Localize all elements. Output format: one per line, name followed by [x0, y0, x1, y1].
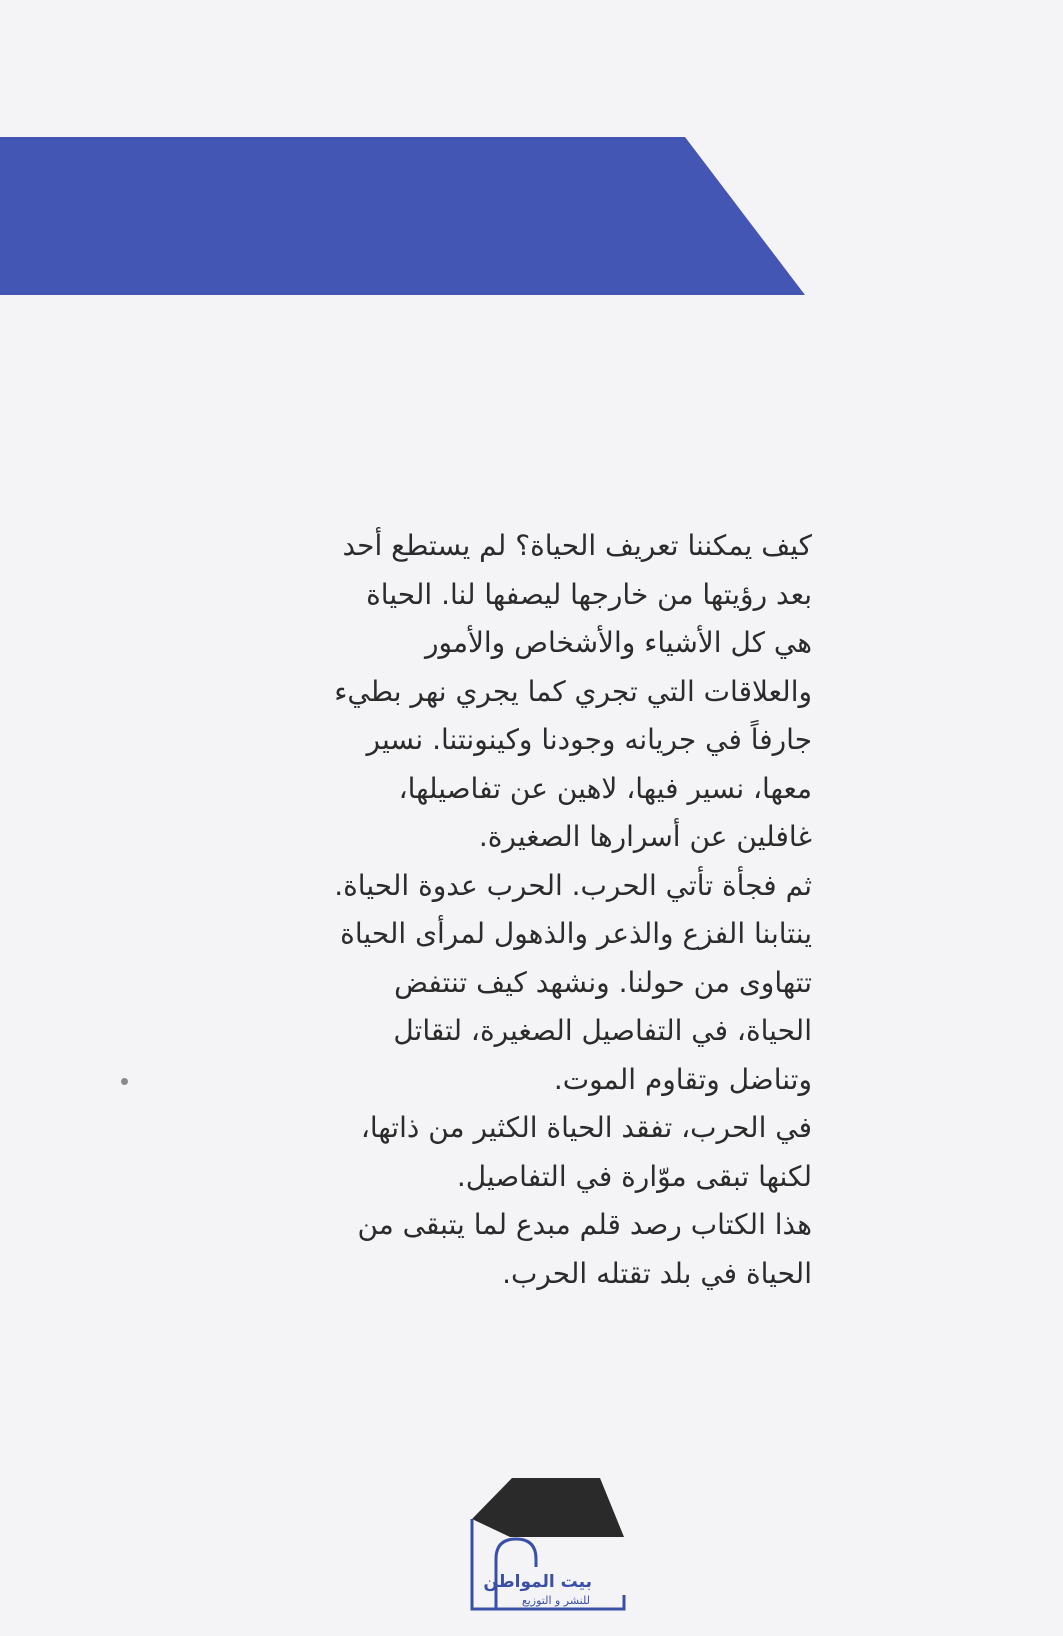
blurb-line: كيف يمكننا تعريف الحياة؟ لم يستطع أحد — [342, 529, 812, 562]
blurb-line: هذا الكتاب رصد قلم مبدع لما يتبقى من — [357, 1208, 812, 1241]
publisher-logo — [462, 1475, 630, 1615]
back-cover-blurb — [282, 522, 812, 1298]
cover-top-band — [0, 137, 805, 295]
publisher-name: بيت المواطن — [483, 1572, 592, 1592]
blurb-line: في الحرب، تفقد الحياة الكثير من ذاتها، — [360, 1111, 812, 1144]
blurb-line: معها، نسير فيها، لاهين عن تفاصيلها، — [398, 771, 812, 805]
print-speck — [121, 1078, 128, 1085]
blurb-line: ثم فجأة تأتي الحرب. الحرب عدوة الحياة. — [334, 868, 812, 902]
blurb-line: وتناضل وتقاوم الموت. — [553, 1062, 812, 1096]
blurb-line: لكنها تبقى موّارة في التفاصيل. — [456, 1159, 812, 1193]
blurb-line: ينتابنا الفزع والذعر والذهول لمرأى الحياة — [340, 917, 812, 950]
blurb-line: غافلين عن أسرارها الصغيرة. — [478, 820, 812, 853]
blurb-line: جارفاً في جريانه وجودنا وكينونتنا. نسير — [366, 723, 812, 756]
blurb-line: تتهاوى من حولنا. ونشهد كيف تنتفض — [394, 965, 812, 999]
publisher-tagline: للنشر و التوزيع — [521, 1594, 590, 1607]
blurb-line: بعد رؤيتها من خارجها ليصفها لنا. الحياة — [366, 577, 812, 611]
blurb-line: هي كل الأشياء والأشخاص والأمور — [424, 626, 812, 659]
blurb-line: الحياة، في التفاصيل الصغيرة، لتقاتل — [393, 1014, 812, 1047]
blurb-line: والعلاقات التي تجري كما يجري نهر بطيء — [334, 674, 812, 708]
blurb-line: الحياة في بلد تقتله الحرب. — [502, 1256, 812, 1290]
